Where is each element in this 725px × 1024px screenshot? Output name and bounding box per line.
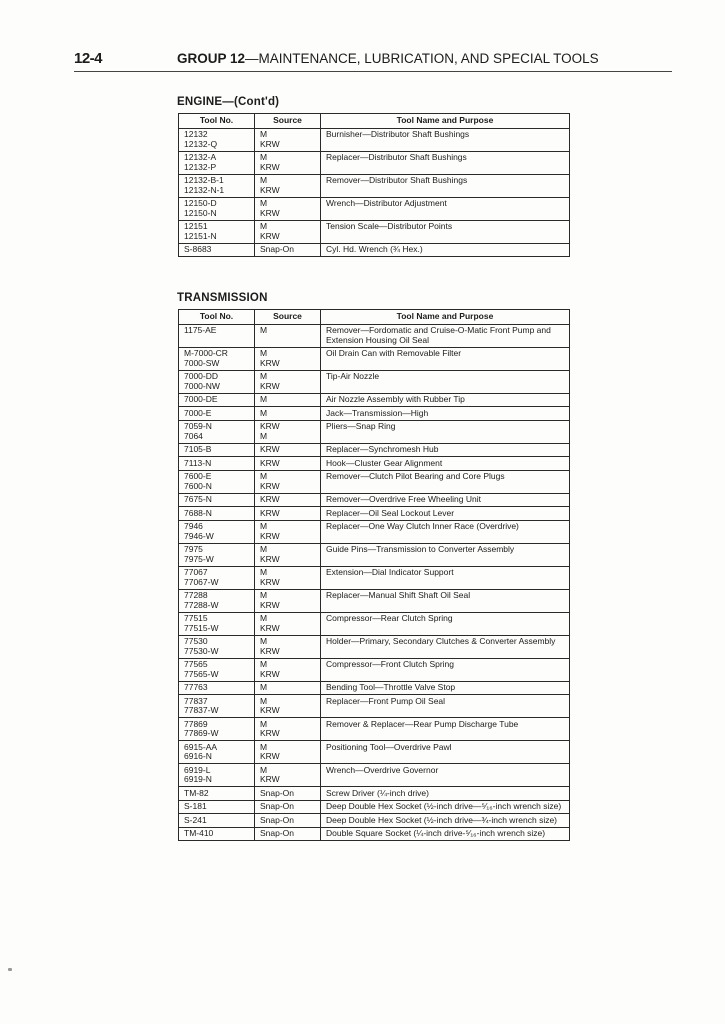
engine-table: [178, 113, 570, 257]
header-rule: [74, 71, 672, 72]
purpose-cell: Remover & Replacer—Rear Pump Discharge Tube: [321, 718, 570, 741]
source-line: Snap-On: [260, 244, 295, 254]
purpose-cell: Remover—Clutch Pilot Bearing and Core Plugs: [321, 470, 570, 493]
source-cell: [255, 741, 321, 764]
source-cell: [255, 589, 321, 612]
purpose-cell: Bending Tool—Throttle Valve Stop: [321, 681, 570, 695]
table-row: [179, 827, 570, 841]
source-line: KRW: [260, 230, 280, 241]
purpose-cell: Pliers—Snap Ring: [321, 420, 570, 443]
source-cell: [255, 393, 321, 407]
col-header-tool-no: Tool No.: [179, 114, 255, 129]
tool-number-line: 77067-W: [184, 576, 219, 587]
purpose-cell: Remover—Distributor Shaft Bushings: [321, 174, 570, 197]
source-line: KRW: [260, 774, 280, 784]
tool-number-cell: [179, 741, 255, 764]
purpose-cell: Hook—Cluster Gear Alignment: [321, 457, 570, 471]
source-cell: [255, 370, 321, 393]
purpose-cell: Replacer—Synchromesh Hub: [321, 443, 570, 457]
tool-number-cell: [179, 566, 255, 589]
tool-number-line: 7064: [184, 430, 203, 441]
transmission-table-body: [179, 324, 570, 841]
scan-speck: [8, 968, 12, 971]
source-cell: [255, 174, 321, 197]
tool-number-line: 7946: [184, 521, 203, 531]
table-row: [179, 151, 570, 174]
purpose-cell: Double Square Socket (¼-inch drive-⁵⁄₁₆-inch wrench size): [321, 827, 570, 841]
tool-number-line: 12132-P: [184, 161, 217, 172]
tool-number-line: 7675-N: [184, 494, 212, 504]
source-line: M: [260, 325, 268, 335]
tool-number-line: 6916-N: [184, 751, 212, 761]
tool-number-cell: [179, 695, 255, 718]
tool-number-line: 12132: [184, 129, 208, 139]
purpose-cell: Screw Driver (¼-inch drive): [321, 787, 570, 801]
source-cell: [255, 197, 321, 220]
tool-number-cell: [179, 520, 255, 543]
source-line: KRW: [260, 728, 280, 738]
table-row: [179, 470, 570, 493]
table-row: [179, 612, 570, 635]
col-header-purpose: Tool Name and Purpose: [321, 114, 570, 129]
source-line: KRW: [260, 622, 280, 633]
source-line: M: [260, 544, 268, 554]
tool-number-cell: [179, 543, 255, 566]
source-line: M: [260, 590, 268, 600]
source-cell: [255, 324, 321, 347]
source-line: M: [260, 613, 268, 623]
tool-number-cell: [179, 457, 255, 471]
source-cell: [255, 347, 321, 370]
tool-number-line: 77763: [184, 682, 208, 692]
tool-number-cell: [179, 197, 255, 220]
tool-number-line: 77288: [184, 590, 208, 600]
transmission-table: [178, 309, 570, 841]
source-cell: [255, 814, 321, 828]
tool-number-line: 77869: [184, 718, 208, 729]
source-cell: [255, 243, 321, 257]
tool-number-line: 7975: [184, 544, 203, 554]
purpose-cell: Replacer—Manual Shift Shaft Oil Seal: [321, 589, 570, 612]
source-line: M: [260, 718, 268, 729]
tool-number-cell: [179, 324, 255, 347]
engine-heading: ENGINE—(Cont'd): [177, 96, 280, 108]
purpose-cell: Compressor—Rear Clutch Spring: [321, 612, 570, 635]
tool-number-cell: [179, 347, 255, 370]
purpose-cell: Guide Pins—Transmission to Converter Assembly: [321, 543, 570, 566]
tool-number-line: S-241: [184, 814, 207, 825]
purpose-cell: Oil Drain Can with Removable Filter: [321, 347, 570, 370]
tool-number-line: 12132-A: [184, 152, 217, 162]
group-title: [177, 51, 599, 66]
tool-number-cell: [179, 407, 255, 421]
purpose-cell: Replacer—Distributor Shaft Bushings: [321, 151, 570, 174]
source-line: M: [260, 636, 268, 646]
table-row: [179, 718, 570, 741]
source-line: M: [260, 221, 268, 231]
table-row: [179, 543, 570, 566]
purpose-cell: Burnisher—Distributor Shaft Bushings: [321, 128, 570, 151]
tool-number-line: 7600-N: [184, 480, 212, 491]
tool-number-line: 7000-SW: [184, 357, 220, 368]
table-row: [179, 197, 570, 220]
tool-number-cell: [179, 635, 255, 658]
purpose-cell: Holder—Primary, Secondary Clutches & Converter Assembly: [321, 635, 570, 658]
source-cell: [255, 520, 321, 543]
tool-number-cell: [179, 243, 255, 257]
tool-number-line: 77869-W: [184, 728, 219, 738]
tool-number-cell: [179, 787, 255, 801]
table-row: [179, 493, 570, 507]
source-line: M: [260, 348, 268, 358]
table-row: [179, 347, 570, 370]
table-row: [179, 589, 570, 612]
tool-number-cell: [179, 800, 255, 814]
tool-number-cell: [179, 393, 255, 407]
tool-number-line: S-181: [184, 801, 207, 811]
purpose-cell: Deep Double Hex Socket (½-inch drive—¾-inch wrench size): [321, 814, 570, 828]
source-line: M: [260, 198, 268, 208]
tool-number-cell: [179, 612, 255, 635]
tool-number-line: 7000-E: [184, 407, 212, 418]
table-row: [179, 420, 570, 443]
tool-number-cell: [179, 370, 255, 393]
tool-number-cell: [179, 151, 255, 174]
tool-number-line: 6915-AA: [184, 741, 218, 752]
table-row: [179, 695, 570, 718]
source-line: KRW: [260, 161, 280, 172]
engine-table-header: [179, 114, 570, 129]
tool-number-line: TM-82: [184, 787, 209, 798]
source-line: M: [260, 695, 268, 706]
source-cell: [255, 470, 321, 493]
table-row: [179, 814, 570, 828]
source-line: KRW: [260, 207, 280, 218]
source-line: M: [260, 659, 268, 669]
tool-number-line: 77837: [184, 695, 208, 706]
tool-number-line: 77530: [184, 636, 208, 646]
source-cell: [255, 800, 321, 814]
source-line: KRW: [260, 705, 280, 715]
tool-number-line: 7688-N: [184, 507, 212, 518]
tool-number-line: 7000-DD: [184, 371, 219, 381]
source-line: M: [260, 471, 268, 481]
tool-number-line: 77837-W: [184, 705, 219, 715]
source-cell: [255, 635, 321, 658]
table-row: [179, 393, 570, 407]
source-cell: [255, 612, 321, 635]
purpose-cell: Deep Double Hex Socket (½-inch drive—⁵⁄₁₆-inch wrench size): [321, 800, 570, 814]
tool-number-line: 12151: [184, 221, 208, 231]
source-line: KRW: [260, 444, 280, 454]
tool-number-cell: [179, 658, 255, 681]
tool-number-line: M-7000-CR: [184, 348, 228, 358]
table-row: [179, 324, 570, 347]
source-cell: [255, 507, 321, 521]
purpose-cell: Tension Scale—Distributor Points: [321, 220, 570, 243]
purpose-cell: Replacer—Front Pump Oil Seal: [321, 695, 570, 718]
tool-number-line: 1175-AE: [184, 325, 217, 335]
tool-number-line: 77515-W: [184, 622, 219, 633]
source-cell: [255, 543, 321, 566]
source-line: M: [260, 152, 268, 162]
engine-table-body: [179, 128, 570, 257]
tool-number-line: 77565: [184, 659, 208, 669]
table-row: [179, 443, 570, 457]
source-cell: [255, 420, 321, 443]
col-header-tool-no: Tool No.: [179, 310, 255, 325]
purpose-cell: Replacer—One Way Clutch Inner Race (Overdrive): [321, 520, 570, 543]
tool-number-cell: [179, 128, 255, 151]
table-row: [179, 370, 570, 393]
source-cell: [255, 407, 321, 421]
table-row: [179, 243, 570, 257]
table-row: [179, 658, 570, 681]
tool-number-line: 12132-Q: [184, 138, 218, 149]
table-row: [179, 220, 570, 243]
source-line: Snap-On: [260, 787, 295, 798]
source-line: KRW: [260, 480, 280, 491]
source-cell: [255, 566, 321, 589]
source-line: M: [260, 407, 268, 418]
tool-number-line: 77565-W: [184, 668, 219, 679]
tool-number-cell: [179, 220, 255, 243]
tool-number-line: 7059-N: [184, 421, 212, 431]
table-row: [179, 566, 570, 589]
source-cell: [255, 681, 321, 695]
source-line: KRW: [260, 668, 280, 679]
source-line: M: [260, 567, 268, 577]
source-cell: [255, 128, 321, 151]
source-line: KRW: [260, 184, 280, 195]
source-cell: [255, 493, 321, 507]
tool-number-cell: [179, 443, 255, 457]
source-cell: [255, 457, 321, 471]
table-row: [179, 407, 570, 421]
source-line: KRW: [260, 380, 280, 391]
table-row: [179, 787, 570, 801]
source-line: KRW: [260, 421, 280, 431]
table-row: [179, 764, 570, 787]
tool-number-line: TM-410: [184, 828, 214, 838]
tool-number-line: 7946-W: [184, 530, 214, 541]
source-cell: [255, 827, 321, 841]
tool-number-line: 77288-W: [184, 599, 219, 610]
col-header-source: Source: [255, 310, 321, 325]
tool-number-cell: [179, 764, 255, 787]
source-line: KRW: [260, 530, 280, 541]
source-cell: [255, 151, 321, 174]
tool-number-line: 7000-DE: [184, 394, 218, 404]
purpose-cell: Tip-Air Nozzle: [321, 370, 570, 393]
tool-number-line: 12132-N-1: [184, 184, 225, 195]
tool-number-cell: [179, 493, 255, 507]
tool-number-line: 12150-N: [184, 207, 217, 218]
tool-number-line: 7113-N: [184, 457, 212, 468]
source-line: KRW: [260, 457, 280, 468]
tool-number-cell: [179, 681, 255, 695]
tool-number-line: 77530-W: [184, 645, 219, 656]
source-line: Snap-On: [260, 801, 295, 811]
source-cell: [255, 443, 321, 457]
source-line: KRW: [260, 751, 280, 761]
purpose-cell: Wrench—Overdrive Governor: [321, 764, 570, 787]
source-line: M: [260, 682, 268, 692]
tool-number-line: 7000-NW: [184, 380, 220, 391]
source-line: M: [260, 430, 268, 441]
source-line: KRW: [260, 553, 280, 564]
table-row: [179, 128, 570, 151]
source-line: KRW: [260, 599, 280, 610]
purpose-cell: Compressor—Front Clutch Spring: [321, 658, 570, 681]
tool-number-line: S-8683: [184, 244, 212, 254]
group-label: GROUP 12: [177, 51, 246, 66]
group-title-text: —MAINTENANCE, LUBRICATION, AND SPECIAL TOOLS: [245, 51, 599, 66]
tool-number-cell: [179, 589, 255, 612]
table-row: [179, 681, 570, 695]
tool-number-line: 6919-L: [184, 764, 211, 775]
source-line: KRW: [260, 138, 280, 149]
source-line: M: [260, 764, 268, 775]
purpose-cell: Replacer—Oil Seal Lockout Lever: [321, 507, 570, 521]
source-cell: [255, 718, 321, 741]
source-line: KRW: [260, 507, 280, 518]
source-line: M: [260, 175, 268, 185]
tool-number-line: 77067: [184, 567, 208, 577]
table-row: [179, 507, 570, 521]
source-cell: [255, 764, 321, 787]
tool-number-cell: [179, 718, 255, 741]
tool-number-line: 7105-B: [184, 444, 212, 454]
transmission-heading: TRANSMISSION: [177, 292, 268, 304]
source-line: KRW: [260, 645, 280, 656]
source-line: KRW: [260, 494, 280, 504]
col-header-purpose: Tool Name and Purpose: [321, 310, 570, 325]
tool-number-cell: [179, 507, 255, 521]
purpose-cell: Cyl. Hd. Wrench (¾ Hex.): [321, 243, 570, 257]
source-cell: [255, 658, 321, 681]
tool-number-line: 7975-W: [184, 553, 214, 564]
purpose-cell: Jack—Transmission—High: [321, 407, 570, 421]
source-cell: [255, 787, 321, 801]
source-line: M: [260, 521, 268, 531]
table-row: [179, 800, 570, 814]
source-line: Snap-On: [260, 828, 295, 838]
tool-number-line: 6919-N: [184, 774, 212, 784]
purpose-cell: Remover—Fordomatic and Cruise-O-Matic Front Pump and Extension Housing Oil Seal: [321, 324, 570, 347]
table-row: [179, 520, 570, 543]
tool-number-cell: [179, 827, 255, 841]
tool-number-line: 12150-D: [184, 198, 217, 208]
tool-number-cell: [179, 814, 255, 828]
source-line: M: [260, 741, 268, 752]
purpose-cell: Extension—Dial Indicator Support: [321, 566, 570, 589]
tool-number-cell: [179, 420, 255, 443]
table-row: [179, 174, 570, 197]
source-line: M: [260, 371, 268, 381]
source-line: KRW: [260, 357, 280, 368]
source-cell: [255, 695, 321, 718]
tool-number-line: 12132-B-1: [184, 175, 224, 185]
purpose-cell: Air Nozzle Assembly with Rubber Tip: [321, 393, 570, 407]
tool-number-line: 12151-N: [184, 230, 217, 241]
table-row: [179, 635, 570, 658]
tool-number-cell: [179, 174, 255, 197]
source-cell: [255, 220, 321, 243]
purpose-cell: Remover—Overdrive Free Wheeling Unit: [321, 493, 570, 507]
tool-number-line: 7600-E: [184, 471, 212, 481]
tool-number-line: 77515: [184, 613, 208, 623]
table-row: [179, 741, 570, 764]
purpose-cell: Positioning Tool—Overdrive Pawl: [321, 741, 570, 764]
source-line: M: [260, 394, 268, 404]
col-header-source: Source: [255, 114, 321, 129]
transmission-table-header: [179, 310, 570, 325]
purpose-cell: Wrench—Distributor Adjustment: [321, 197, 570, 220]
tool-number-cell: [179, 470, 255, 493]
table-row: [179, 457, 570, 471]
source-line: M: [260, 129, 268, 139]
source-line: Snap-On: [260, 814, 295, 825]
page-number: 12-4: [74, 50, 103, 67]
source-line: KRW: [260, 576, 280, 587]
